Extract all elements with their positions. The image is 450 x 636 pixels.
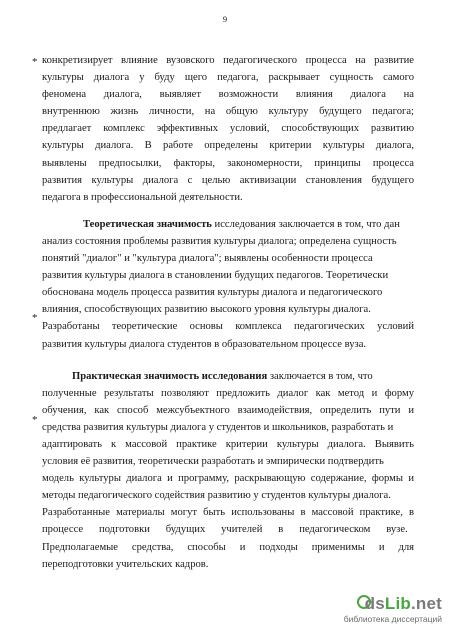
paragraph-lead	[42, 216, 414, 233]
text-line: развития культуры диалога студентов в образовательном процессе вуза.	[42, 338, 367, 350]
paragraph-summary	[42, 52, 414, 206]
text-line: конкретизирует влияние вузовского педагогического процесса на развитие	[42, 55, 414, 66]
text-line: культуры диалога. В работе определены критерии культуры диалога,	[42, 140, 414, 152]
text-line: методы педагогического содействия развитию у студентов культуры диалога.	[42, 490, 391, 502]
page-number: 9	[222, 14, 228, 24]
text-line: полученные результаты позволяют предложить диалог как метод и форму	[42, 387, 414, 399]
text-line: Разработанные материалы могут быть использованы в массовой практике, в	[42, 507, 414, 519]
text-line: анализ состояния проблемы развития культуры диалога; определена сущность	[42, 235, 397, 247]
text-line: адаптировать к массовой практике критерии культуры диалога. Выявить	[42, 438, 414, 450]
text-line: культуры диалога у буду щего педагога, раскрывает сущность самого	[42, 72, 414, 84]
text-line: феномена диалога, выявляет возможности влияния диалога на	[42, 89, 414, 101]
text-line: развития культуры диалога в становлении будущих педагогов. Теоретически	[42, 270, 389, 282]
margin-mark: *	[32, 56, 38, 68]
text-line: переподготовки учительских кадров.	[42, 558, 209, 570]
text-line: Предполагаемые средства, способы и подходы применимы и для	[42, 541, 414, 553]
heading-practical-significance: Практическая значимость исследования	[72, 370, 268, 382]
text-line: средства развития культуры диалога у студентов и школьников, разработать и	[42, 421, 394, 433]
text-line: Разработаны теоретические основы комплекса педагогических условий	[42, 321, 414, 333]
heading-theoretical-significance: Теоретическая значимость	[83, 218, 212, 230]
text-line: развития культуры диалога с целью активизации становления будущего	[42, 174, 414, 186]
text-line: обучения, как способ межсубъектного взаимодействия, определить пути и	[42, 404, 414, 416]
text-line: условия её развития, теоретически разработать и эмпирически подтвердить	[42, 456, 384, 468]
text-line: модель культуры диалога и программу, раскрывающую содержание, формы и	[42, 473, 414, 485]
text-line: обоснована модель процесса развития культуры диалога и педагогического	[42, 287, 383, 299]
text-line: понятий "диалог" и "культура диалога"; выявлены особенности процесса	[42, 253, 373, 265]
margin-mark: *	[32, 414, 38, 426]
paragraph-theoretical-significance	[42, 216, 414, 353]
lead-text: исследования заключается в том, что дан	[211, 218, 400, 230]
body-text	[42, 52, 414, 573]
lead-text: заключается в том, что	[267, 370, 373, 382]
text-line: процессе подготовки будущих учителей в педагогическом вузе.	[42, 524, 408, 536]
text-line: предлагает комплекс эффективных условий, способствующих развитию	[42, 123, 414, 135]
dslib-watermark	[322, 594, 442, 626]
paragraph-practical-significance	[42, 368, 414, 573]
text-line: влияния, способствующих развитию высокого уровня культуры диалога.	[42, 304, 371, 316]
dslib-tagline: библиотека диссертаций	[343, 614, 442, 624]
text-line: выявлены предпосылки, факторы, закономерности, принципы процесса	[42, 157, 414, 169]
text-line: внутреннюю жизнь личности, на общую культуру будущего педагога;	[42, 106, 414, 118]
paragraph-lead	[42, 368, 414, 385]
dslib-logo: dsLib.net	[364, 594, 442, 613]
margin-mark: *	[32, 312, 38, 324]
text-line: педагога в профессиональной деятельности.	[42, 191, 243, 203]
